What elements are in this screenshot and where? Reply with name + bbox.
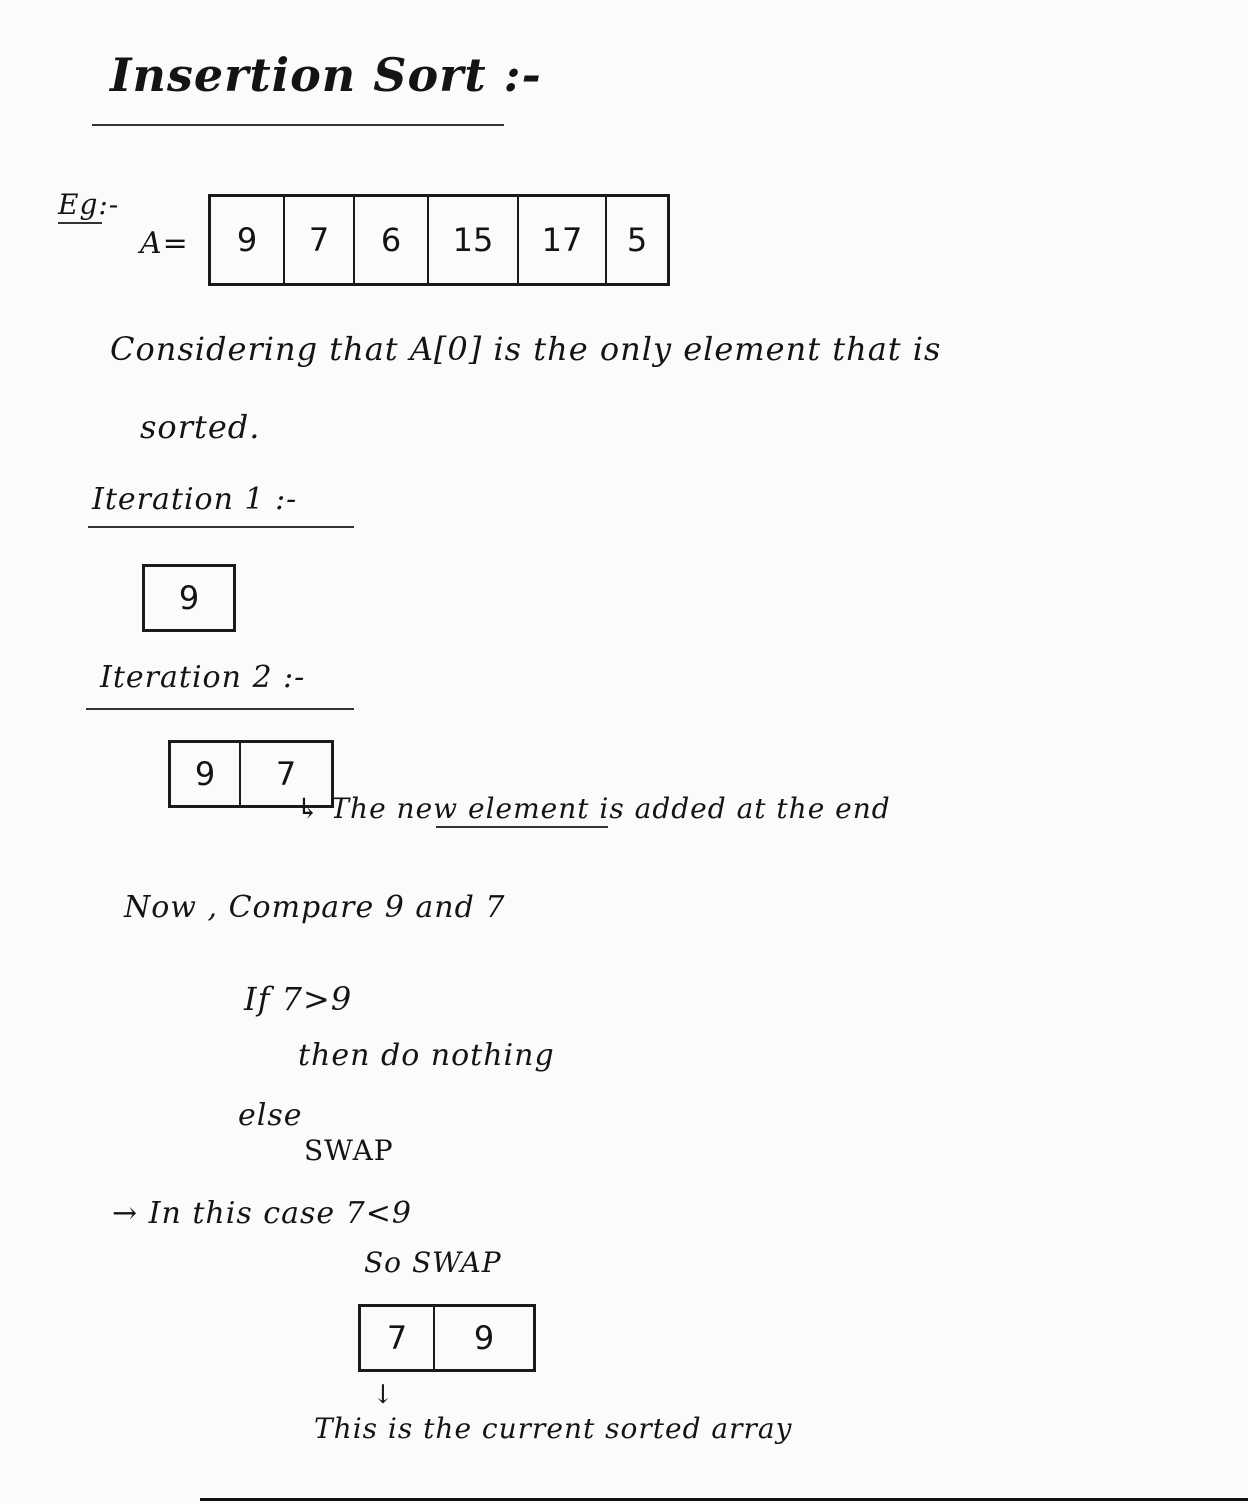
final-line: This is the current sorted array <box>314 1412 793 1445</box>
compare-line: Now , Compare 9 and 7 <box>124 890 506 925</box>
array-a <box>208 194 670 286</box>
iteration-1-array <box>142 564 236 632</box>
iteration-2-underline <box>86 708 354 710</box>
intro-line-2: sorted. <box>140 408 261 446</box>
so-swap-line: So SWAP <box>364 1246 502 1279</box>
example-label: Eg:- <box>58 188 120 221</box>
array-a-cell: 17 <box>519 197 607 283</box>
array-a-cell: 15 <box>429 197 519 283</box>
case-line: → In this case 7<9 <box>112 1196 412 1231</box>
example-underline <box>58 222 102 224</box>
page-bottom-edge <box>200 1498 1248 1501</box>
iteration-1-heading: Iteration 1 :- <box>92 482 298 517</box>
intro-line-1: Considering that A[0] is the only element that is <box>110 330 942 368</box>
iteration-1-cell: 9 <box>178 579 200 617</box>
array-label: A= <box>140 226 189 261</box>
iteration-2-cell: 7 <box>275 755 297 793</box>
then-line: then do nothing <box>298 1038 555 1073</box>
down-arrow-icon: ↓ <box>372 1380 395 1410</box>
else-label: else <box>238 1098 303 1133</box>
result-array <box>358 1304 536 1372</box>
iteration-2-heading: Iteration 2 :- <box>100 660 306 695</box>
array-a-cell: 7 <box>285 197 355 283</box>
result-cell: 7 <box>361 1307 435 1369</box>
array-a-cell: 6 <box>355 197 429 283</box>
result-cell: 9 <box>473 1319 495 1357</box>
title-underline <box>92 124 504 126</box>
swap-label: SWAP <box>304 1134 394 1167</box>
new-element-underline <box>436 826 608 828</box>
page-title: Insertion Sort :- <box>110 48 542 102</box>
array-a-cell: 9 <box>211 197 285 283</box>
array-a-cell: 5 <box>626 221 648 259</box>
if-line: If 7>9 <box>244 980 353 1018</box>
iteration-2-note: ↳ The new element is added at the end <box>296 792 891 825</box>
iteration-1-underline <box>88 526 354 528</box>
iteration-2-cell: 9 <box>171 743 241 805</box>
